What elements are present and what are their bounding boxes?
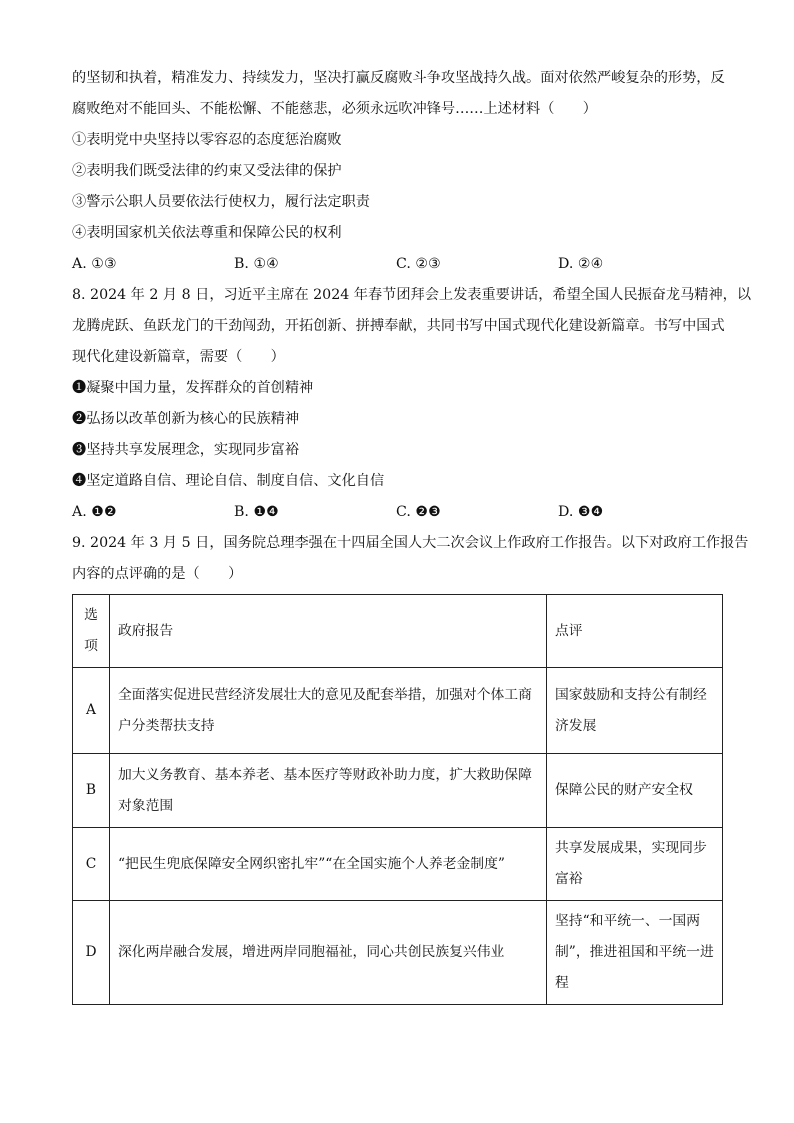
question-9 [72,528,749,1005]
row-a-report: 全面落实促进民营经济发展壮大的意见及配套举措，加强对个体工商户分类帮扶支持 [110,668,547,754]
q9-stem-line-2: 内容的点评确的是（ ） [72,566,243,582]
row-d-option: D [73,901,110,1005]
q8-statement-3: ❸坚持共享发展理念，实现同步富裕 [72,442,300,458]
row-d-comment: 坚持“和平统一、一国两制”，推进祖国和平统一进程 [547,901,723,1005]
q8-option-a[interactable]: A. ❶❷ [72,504,117,520]
q7-stem-line-1: 的坚韧和执着，精准发力、持续发力，坚决打赢反腐败斗争攻坚战持久战。面对依然严峻复杂的形势，反 [72,70,725,86]
row-a-comment: 国家鼓励和支持公有制经济发展 [547,668,723,754]
q8-option-b[interactable]: B. ❶❹ [234,504,279,520]
q8-stem-line-2: 龙腾虎跃、鱼跃龙门的干劲闯劲，开拓创新、拼搏奉献，共同书写中国式现代化建设新篇章。书写中国式 [72,318,725,334]
table-row-d [73,901,723,1005]
q7-stem-line-2: 腐败绝对不能回头、不能松懈、不能慈悲，必须永远吹冲锋号……上述材料（ ） [72,101,597,117]
table-row-c [73,828,723,901]
row-c-option: C [73,828,110,901]
question-7 [72,63,723,280]
q8-statement-1: ❶凝聚中国力量，发挥群众的首创精神 [72,380,314,396]
row-b-option: B [73,754,110,828]
q8-statement-4: ❹坚定道路自信、理论自信、制度自信、文化自信 [72,473,385,489]
q7-statement-1: ①表明党中央坚持以零容忍的态度惩治腐败 [72,132,342,148]
q9-table [72,594,723,1005]
q7-options [72,249,723,280]
q9-stem-line-1: 9. 2024 年 3 月 5 日，国务院总理李强在十四届全国人大二次会议上作政府工作报告。以下对政府工作报告 [72,535,749,551]
q7-option-d[interactable]: D. ②④ [558,256,604,272]
header-option: 选项 [73,595,110,668]
q7-option-a[interactable]: A. ①③ [72,256,117,272]
row-a-option: A [73,668,110,754]
table-row-a [73,668,723,754]
row-c-comment: 共享发展成果，实现同步富裕 [547,828,723,901]
q7-statement-4: ④表明国家机关依法尊重和保障公民的权利 [72,225,342,241]
exam-page [72,63,752,1005]
row-c-report: “把民生兜底保障安全网织密扎牢”“在全国实施个人养老金制度” [110,828,547,901]
q8-option-d[interactable]: D. ❸❹ [558,504,604,520]
header-comment: 点评 [547,595,723,668]
q8-option-c[interactable]: C. ❷❸ [396,504,441,520]
table-header-row [73,595,723,668]
row-b-report: 加大义务教育、基本养老、基本医疗等财政补助力度，扩大救助保障对象范围 [110,754,547,828]
table-row-b [73,754,723,828]
header-report: 政府报告 [110,595,547,668]
q7-statement-2: ②表明我们既受法律的约束又受法律的保护 [72,163,342,179]
row-b-comment: 保障公民的财产安全权 [547,754,723,828]
q8-stem-line-3: 现代化建设新篇章，需要（ ） [72,349,285,365]
q7-option-b[interactable]: B. ①④ [234,256,279,272]
question-8 [72,280,752,528]
q7-option-c[interactable]: C. ②③ [396,256,441,272]
row-d-report: 深化两岸融合发展，增进两岸同胞福祉，同心共创民族复兴伟业 [110,901,547,1005]
q8-options [72,497,723,528]
q7-statement-3: ③警示公职人员要依法行使权力，履行法定职责 [72,194,370,210]
q8-statement-2: ❷弘扬以改革创新为核心的民族精神 [72,411,300,427]
q8-stem-line-1: 8. 2024 年 2 月 8 日，习近平主席在 2024 年春节团拜会上发表重要讲话，希望全国人民振奋龙马精神，以 [72,287,752,303]
